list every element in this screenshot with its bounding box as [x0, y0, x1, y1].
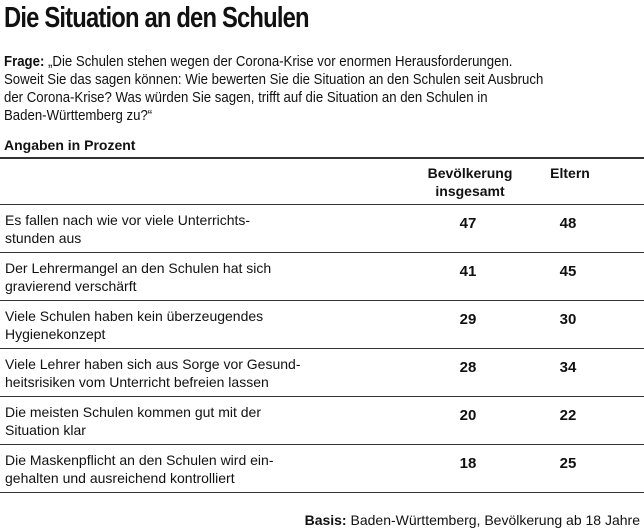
table-row-label: [5, 403, 335, 439]
row-label-line: Die Maskenpflicht an den Schulen wird ein-: [5, 452, 274, 468]
value-population: 41: [459, 263, 477, 280]
table-top-rule: [0, 157, 644, 159]
row-divider: [0, 492, 644, 493]
question-line: Soweit Sie das sagen können: Wie bewerten Sie die Situation an den Schulen seit Ausbruch: [4, 71, 544, 88]
table-row-label: [5, 259, 335, 295]
basis-note: [305, 512, 640, 528]
row-label-line: Die meisten Schulen kommen gut mit der: [5, 404, 261, 420]
value-parents: 22: [559, 407, 577, 424]
table-row-label: [5, 355, 335, 391]
question-text: [4, 53, 567, 125]
table-row-label: [5, 211, 335, 247]
value-parents: 45: [559, 263, 577, 280]
row-label-line: Hygienekonzept: [5, 326, 106, 342]
table-row-label: [5, 307, 335, 343]
basis-label: Basis:: [304, 512, 347, 528]
row-divider: [0, 444, 644, 445]
value-population: 28: [459, 359, 477, 376]
value-population: 18: [459, 455, 477, 472]
column-header-line: Eltern: [550, 165, 590, 181]
value-parents: 34: [559, 359, 577, 376]
row-label-line: stunden aus: [5, 230, 82, 246]
page-title: Die Situation an den Schulen: [4, 2, 309, 34]
question-label: Frage:: [4, 53, 45, 70]
row-divider: [0, 300, 644, 301]
row-label-line: Situation klar: [5, 422, 86, 438]
row-label-line: Viele Schulen haben kein überzeugendes: [5, 308, 264, 324]
row-divider: [0, 348, 644, 349]
row-label-line: gravierend verschärft: [5, 278, 137, 294]
value-population: 47: [459, 215, 477, 232]
row-label-line: heitsrisiken vom Unterricht befreien lassen: [5, 374, 269, 390]
row-label-line: Der Lehrermangel an den Schulen hat sich: [5, 260, 272, 276]
basis-text: Baden-Württemberg, Bevölkerung ab 18 Jahre: [350, 512, 640, 528]
column-header-line: Bevölkerung: [427, 165, 513, 181]
row-divider: [0, 396, 644, 397]
unit-label: Angaben in Prozent: [4, 137, 136, 153]
table-row-label: [5, 451, 335, 487]
value-parents: 25: [559, 455, 577, 472]
value-population: 20: [459, 407, 477, 424]
column-header-population: [420, 164, 520, 200]
question-line: der Corona-Krise? Was würden Sie sagen, trifft auf die Situation an den Schulen in: [4, 89, 488, 106]
column-header-parents: [530, 164, 610, 182]
question-line: „Die Schulen stehen wegen der Corona-Krise vor enormen Herausforderungen.: [48, 53, 513, 70]
row-label-line: Viele Lehrer haben sich aus Sorge vor Gesund-: [5, 356, 301, 372]
value-parents: 48: [559, 215, 577, 232]
row-divider: [0, 252, 644, 253]
row-divider: [0, 204, 644, 205]
row-label-line: Es fallen nach wie vor viele Unterrichts-: [5, 212, 251, 228]
column-header-line: insgesamt: [435, 183, 505, 199]
row-label-line: gehalten und ausreichend kontrolliert: [5, 470, 235, 486]
question-line: Baden-Württemberg zu?“: [4, 107, 153, 124]
value-parents: 30: [559, 311, 577, 328]
value-population: 29: [459, 311, 477, 328]
